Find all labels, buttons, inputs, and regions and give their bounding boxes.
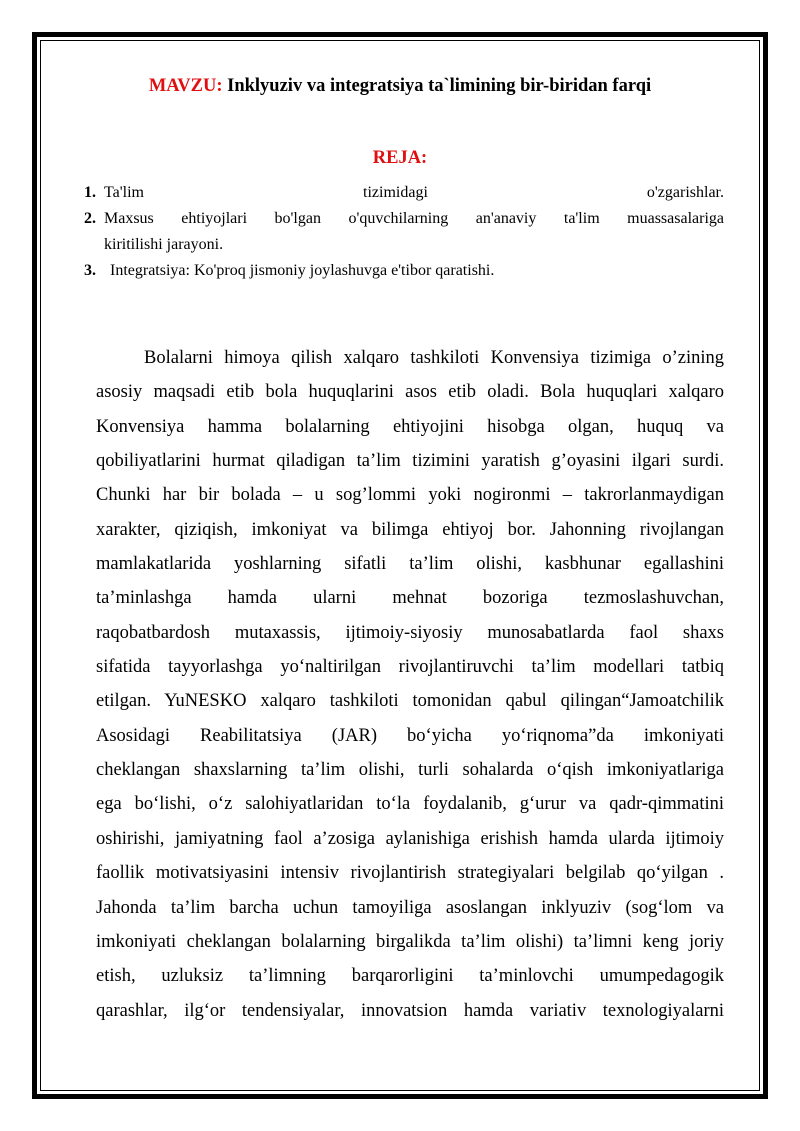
paragraph-line: Jahonda ta’lim barcha uchun tamoyiliga asoslangan inklyuziv (sog‘lom va — [96, 897, 724, 918]
paragraph-line: Konvensiya hamma bolalarning ehtiyojini hisobga olgan, huquq va — [96, 416, 724, 437]
plan-item-text: Ta'lim tizimidagi o'zgarishlar. — [104, 184, 724, 201]
plan-item — [84, 180, 724, 206]
paragraph-line: ta’minlashga hamda ularni mehnat bozoriga tezmoslashuvchan, — [96, 588, 724, 609]
paragraph-line: cheklangan shaxslarning ta’lim olishi, turli sohalarda o‘qish imkoniyatlariga — [96, 760, 724, 781]
plan-item-number: 3. — [84, 262, 96, 279]
paragraph-line: sifatida tayyorlashga yo‘naltirilgan rivojlantiruvchi ta’lim modellari tatbiq — [96, 657, 724, 678]
plan-heading: REJA: — [372, 148, 428, 168]
title-label: MAVZU: — [148, 76, 223, 96]
plan-item — [84, 206, 724, 232]
plan-item-text-cont: kiritilishi jarayoni. — [104, 236, 224, 253]
document-title — [60, 76, 740, 97]
paragraph-line: faollik motivatsiyasini intensiv rivojlantirish strategiyalari belgilab qo‘yilgan . — [96, 863, 724, 884]
paragraph-line: qobiliyatlarini hurmat qiladigan ta’lim tizimini yaratish g’oyasini ilgari surdi. — [96, 451, 724, 472]
plan-item-text: Integratsiya: Ko'proq jismoniy joylashuvga e'tibor qaratishi. — [110, 262, 495, 279]
body-paragraph — [96, 341, 724, 1028]
plan-item-number: 2. — [84, 210, 96, 227]
plan-item-continuation — [84, 232, 724, 258]
plan-item — [84, 258, 724, 284]
paragraph-line: etish, uzluksiz ta’limning barqarorligini ta’minlovchi umumpedagogik — [96, 966, 724, 987]
paragraph-line: xarakter, qiziqish, imkoniyat va bilimga ehtiyoj bor. Jahonning rivojlangan — [96, 519, 724, 540]
paragraph-line: ega bo‘lishi, o‘z salohiyatlaridan to‘la foydalanib, g‘urur va qadr-qimmatini — [96, 794, 724, 815]
paragraph-line: mamlakatlarida yoshlarning sifatli ta’lim olishi, kasbhunar egallashini — [96, 554, 724, 575]
plan-list — [84, 180, 724, 284]
title-text: Inklyuziv va integratsiya ta`limining bir-biridan farqi — [222, 76, 652, 96]
paragraph-line: Chunki har bir bolada – u sog’lommi yoki nogironmi – takrorlanmaydigan — [96, 485, 724, 506]
paragraph-line: Asosidagi Reabilitatsiya (JAR) bo‘yicha yo‘riqnoma”da imkoniyati — [96, 725, 724, 746]
plan-item-number: 1. — [84, 184, 96, 201]
paragraph-line: Bolalarni himoya qilish xalqaro tashkiloti Konvensiya tizimiga o’zining — [144, 348, 724, 368]
paragraph-line: qarashlar, ilg‘or tendensiyalar, innovatsion hamda variativ texnologiyalarni — [96, 1000, 724, 1021]
paragraph-line: etilgan. YuNESKO xalqaro tashkiloti tomonidan qabul qilingan“Jamoatchilik — [96, 691, 724, 712]
paragraph-line: asosiy maqsadi etib bola huquqlarini asos etib oladi. Bola huquqlari xalqaro — [96, 382, 724, 403]
paragraph-line: raqobatbardosh mutaxassis, ijtimoiy-siyosiy munosabatlarda faol shaxs — [96, 622, 724, 643]
plan-item-text: Maxsus ehtiyojlari bo'lgan o'quvchilarning an'anaviy ta'lim muassasalariga — [104, 210, 724, 227]
paragraph-line: oshirishi, jamiyatning faol a’zosiga aylanishiga erishish hamda ularda ijtimoiy — [96, 828, 724, 849]
paragraph-line: imkoniyati cheklangan bolalarning birgalikda ta’lim olishi) ta’limni keng joriy — [96, 931, 724, 952]
